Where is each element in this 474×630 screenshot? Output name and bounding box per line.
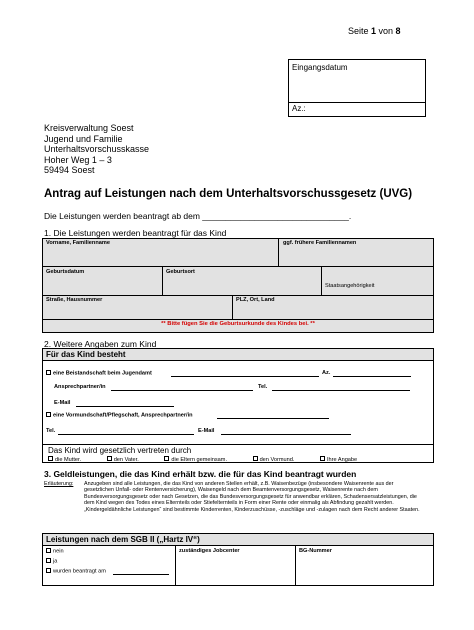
custodianship-label: eine Beistandschaft beim Jugendamt — [53, 370, 152, 377]
custodianship-option[interactable] — [46, 370, 152, 377]
checkbox[interactable] — [48, 456, 53, 461]
sgb-header — [43, 534, 433, 546]
section1-title: 1. Die Leistungen werden beantragt für das Kind — [44, 228, 227, 238]
child-name-field[interactable]: Vorname, Familienname — [46, 240, 110, 246]
page-current: 1 — [371, 26, 377, 36]
contact-line[interactable] — [111, 390, 253, 391]
option-other-label: Ihre Angabe — [326, 456, 358, 463]
address-line: Jugend und Familie — [44, 133, 123, 144]
option-no-label: nein — [53, 548, 64, 555]
nationality-field[interactable]: Staatsangehörigkeit — [325, 283, 375, 289]
checkbox[interactable] — [164, 456, 169, 461]
sgb-header-text: Leistungen nach dem SGB II („Hartz IV“) — [46, 535, 200, 544]
checkbox[interactable] — [46, 558, 51, 563]
option-yes[interactable] — [46, 558, 57, 565]
az-line[interactable] — [333, 376, 411, 377]
email2-line[interactable] — [221, 434, 351, 435]
checkbox[interactable] — [107, 456, 112, 461]
section2-title: 2. Weitere Angaben zum Kind — [44, 339, 157, 349]
birthdate-field[interactable]: Geburtsdatum — [46, 269, 85, 275]
tel-label: Tel. — [258, 384, 268, 390]
option-mother[interactable] — [48, 457, 83, 463]
street-field[interactable]: Straße, Hausnummer — [46, 297, 103, 303]
tel2-label: Tel. — [46, 428, 56, 434]
receipt-date-label: Eingangsdatum — [292, 63, 348, 72]
email-line[interactable] — [76, 406, 174, 407]
option-no[interactable] — [46, 548, 64, 555]
jobcenter-field[interactable]: zuständiges Jobcenter — [179, 548, 240, 554]
page-prefix: Seite — [348, 26, 372, 36]
bg-number-field[interactable]: BG-Nummer — [299, 548, 332, 554]
guardianship-option[interactable] — [46, 412, 193, 419]
checkbox[interactable] — [46, 568, 51, 573]
page-total: 8 — [395, 26, 401, 36]
legal-representation-label: Das Kind wird gesetzlich vertreten durch — [48, 446, 192, 455]
page-number — [348, 26, 401, 36]
option-applied[interactable] — [46, 568, 106, 575]
form-title: Antrag auf Leistungen nach dem Unterhaltsvorschussgesetz (UVG) — [44, 188, 413, 200]
checkbox[interactable] — [253, 456, 258, 461]
email2-label: E-Mail — [198, 428, 215, 434]
reference-label: Az.: — [292, 104, 306, 113]
divider — [232, 296, 233, 320]
address-line: Hoher Weg 1 – 3 — [44, 154, 112, 165]
option-mother-label: die Mutter. — [55, 456, 82, 463]
option-father-label: den Vater. — [113, 456, 139, 463]
birth-certificate-hint: ** Bitte fügen Sie die Geburtsurkunde des Kindes bei. ** — [161, 321, 315, 327]
child-additional-info — [42, 348, 434, 463]
section2-header — [43, 349, 433, 361]
recipient-address — [44, 123, 149, 176]
divider — [295, 546, 296, 585]
birth-row — [43, 267, 433, 296]
applied-date-line[interactable] — [113, 574, 169, 575]
child-details-table — [42, 238, 434, 333]
option-both-parents-label: die Eltern gemeinsam. — [171, 456, 227, 463]
receipt-divider — [289, 102, 425, 103]
former-names-field[interactable]: ggf. frühere Familiennamen — [283, 240, 357, 246]
divider — [162, 267, 163, 296]
contact-label: Ansprechpartner/in — [54, 384, 106, 390]
explanation-text: Anzugeben sind alle Leistungen, die das Kind von anderen Stellen erhält, z.B. Waisenbezüge (insbesondere Waisenrente aus der gesetzlichen Unfall- oder Rentenversicherung), Waisengeld nach dem Beamtenversorgungsgesetz, Waisenrente nach dem Bundesversorgungsgesetz oder nach Gesetzen, die das Bundesversorgungsgesetz für anwendbar erklären, Schadensersatzleistungen, die dem Kind wegen des Todes eines Elternteils oder Stiefelternteils in Form einer Rente oder einmalig als Abfindung gezahlt werden. „Kindergeldähnliche Leistungen“ sind bestimmte Kinderrenten, Kinderzuschüsse, -zuschläge und -zulagen nach dem Recht anderer Staaten. — [84, 481, 420, 513]
divider — [175, 546, 176, 585]
address-line: 59494 Soest — [44, 165, 95, 176]
custodianship-line[interactable] — [171, 376, 319, 377]
address-line: Kreisverwaltung Soest — [44, 123, 134, 133]
applied-from-line[interactable]: Die Leistungen werden beantragt ab dem _______________________________. — [44, 211, 352, 221]
address-line: Unterhaltsvorschusskasse — [44, 144, 150, 155]
birthplace-field[interactable]: Geburtsort — [166, 269, 195, 275]
receipt-box — [288, 59, 426, 117]
explanation-label: Erläuterung: — [44, 481, 74, 487]
email-label: E-Mail — [54, 400, 71, 406]
option-guardian[interactable] — [253, 457, 297, 463]
custodianship-checkbox[interactable] — [46, 370, 51, 375]
divider — [278, 239, 279, 267]
checkbox[interactable] — [46, 548, 51, 553]
section3-title: 3. Geldleistungen, die das Kind erhält bzw. die für das Kind beantragt wurden — [44, 469, 357, 479]
option-other[interactable] — [320, 457, 359, 463]
guardianship-checkbox[interactable] — [46, 412, 51, 417]
city-field[interactable]: PLZ, Ort, Land — [236, 297, 275, 303]
option-father[interactable] — [107, 457, 141, 463]
guardianship-label: eine Vormundschaft/Pflegschaft, Ansprechpartner/in — [53, 412, 193, 419]
tel-line[interactable] — [272, 390, 410, 391]
option-yes-label: ja — [53, 558, 58, 565]
legal-representation — [43, 444, 433, 463]
guardianship-line[interactable] — [217, 418, 329, 419]
section2-header-text: Für das Kind besteht — [46, 350, 126, 359]
page-middle: von — [376, 26, 396, 36]
option-both-parents[interactable] — [164, 457, 229, 463]
option-applied-label: wurden beantragt am — [53, 568, 106, 575]
divider — [321, 267, 322, 296]
sgb-benefits-table — [42, 533, 434, 586]
tel2-line[interactable] — [58, 434, 194, 435]
az-label: Az. — [322, 370, 331, 376]
option-guardian-label: den Vormund. — [259, 456, 295, 463]
checkbox[interactable] — [320, 456, 325, 461]
legal-representation-options — [48, 456, 361, 463]
